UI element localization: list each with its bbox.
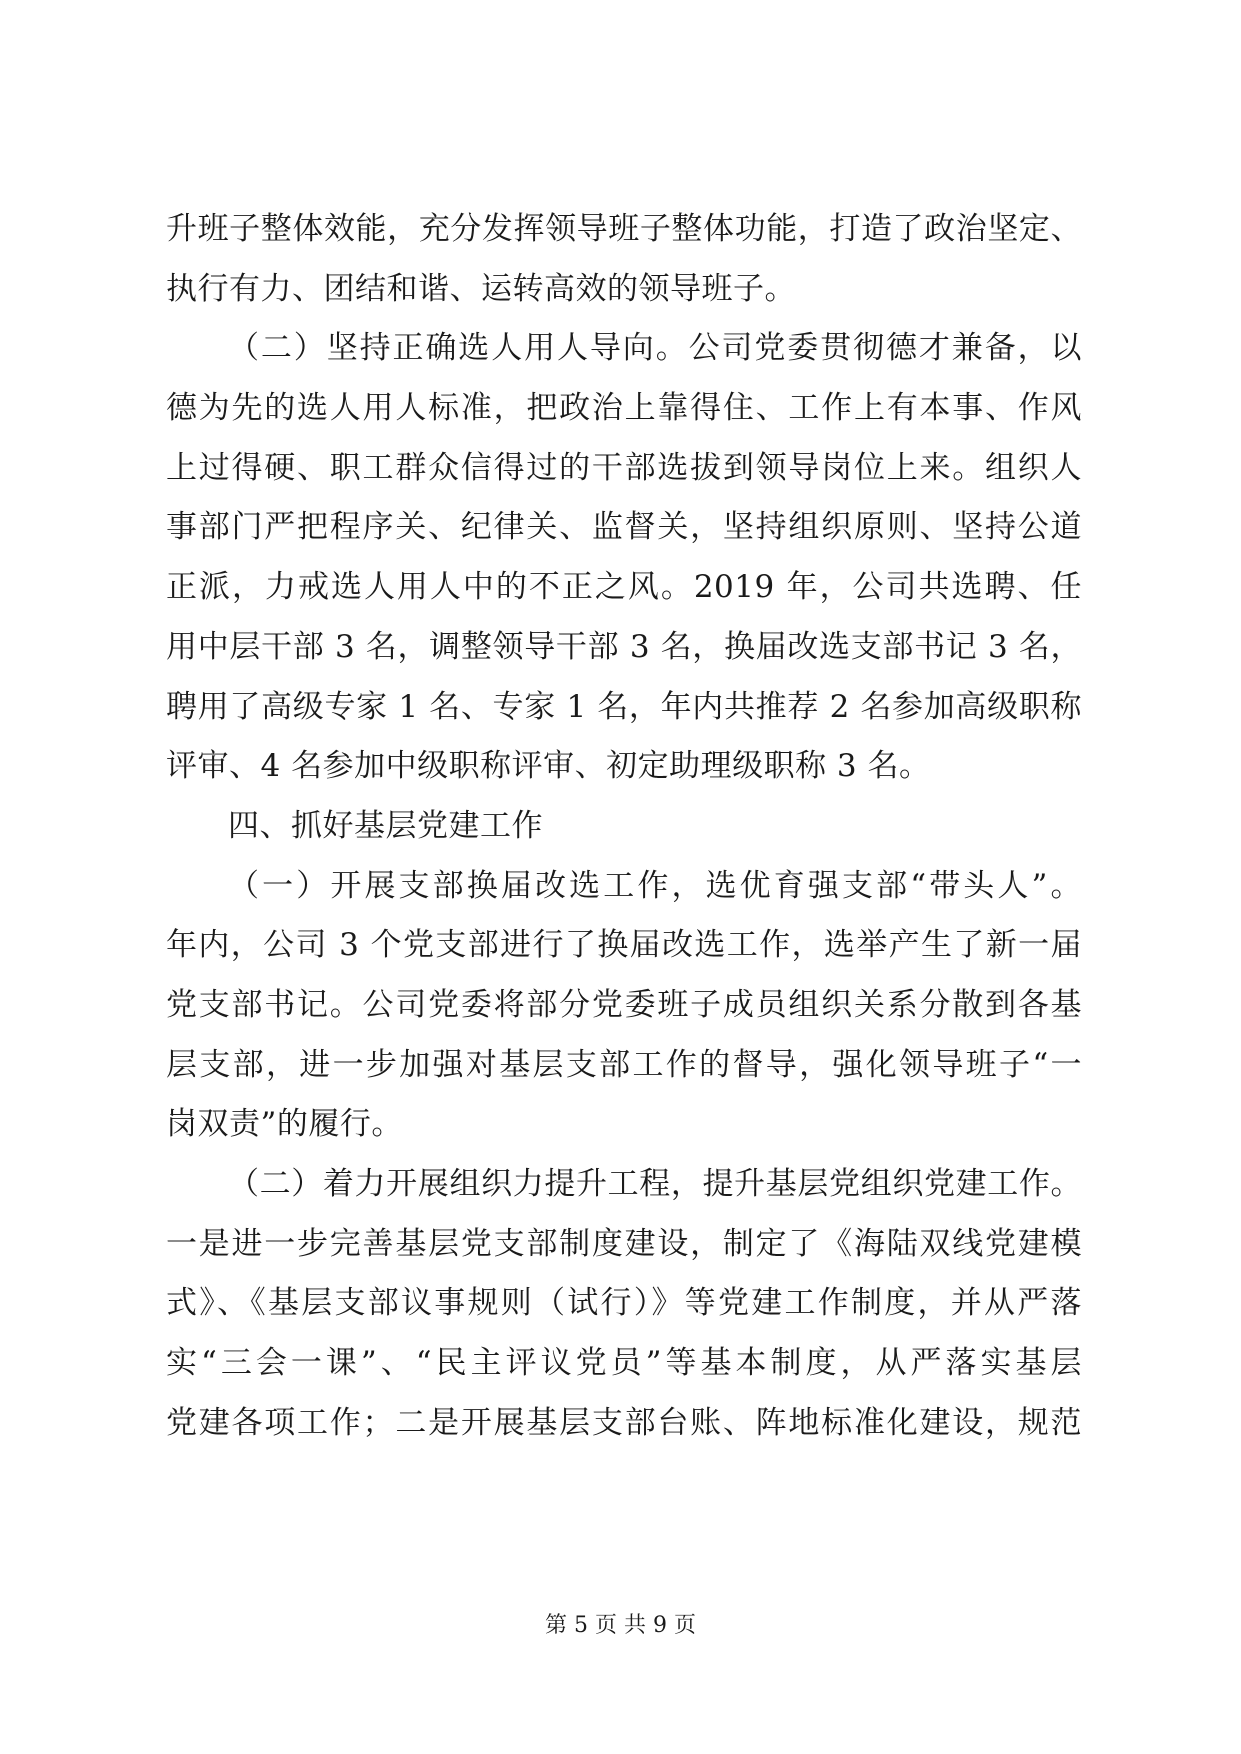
text-line: 聘用了高级专家 1 名、专家 1 名，年内共推荐 2 名参加高级职称 <box>166 688 1082 725</box>
page-footer: 第 5 页 共 9 页 <box>545 1613 696 1638</box>
document-body <box>166 200 1082 1453</box>
text-line: 四、抓好基层党建工作 <box>228 807 543 844</box>
text-line: 执行有力、团结和谐、运转高效的领导班子。 <box>166 270 796 307</box>
text-line: 用中层干部 3 名，调整领导干部 3 名，换届改选支部书记 3 名， <box>166 628 1082 665</box>
text-line: 事部门严把程序关、纪律关、监督关，坚持组织原则、坚持公道 <box>166 509 1082 546</box>
text-line: 评审、4 名参加中级职称评审、初定助理级职称 3 名。 <box>166 748 931 785</box>
text-line: 层支部，进一步加强对基层支部工作的督导，强化领导班子“一 <box>166 1046 1082 1083</box>
text-line: （二）坚持正确选人用人导向。公司党委贯彻德才兼备，以 <box>228 330 1082 367</box>
text-line: 升班子整体效能，充分发挥领导班子整体功能，打造了政治坚定、 <box>166 211 1082 247</box>
text-line: 正派，力戒选人用人中的不正之风。2019 年，公司共选聘、任 <box>166 569 1082 606</box>
text-line: 德为先的选人用人标准，把政治上靠得住、工作上有本事、作风 <box>166 390 1082 427</box>
text-line: 实“三会一课”、“民主评议党员”等基本制度，从严落实基层 <box>166 1345 1082 1382</box>
text-line: 上过得硬、职工群众信得过的干部选拔到领导岗位上来。组织人 <box>166 449 1082 486</box>
text-line: 党支部书记。公司党委将部分党委班子成员组织关系分散到各基 <box>166 986 1082 1023</box>
text-line: （二）着力开展组织力提升工程，提升基层党组织党建工作。 <box>228 1166 1082 1202</box>
text-line: （一）开展支部换届改选工作，选优育强支部“带头人”。 <box>228 867 1082 904</box>
text-line: 式》、《基层支部议事规则（试行）》等党建工作制度，并从严落 <box>166 1285 1082 1322</box>
text-line: 岗双责”的履行。 <box>166 1106 403 1143</box>
text-line: 一是进一步完善基层党支部制度建设，制定了《海陆双线党建模 <box>166 1225 1082 1262</box>
text-line: 党建各项工作；二是开展基层支部台账、阵地标准化建设，规范 <box>166 1404 1082 1441</box>
text-line: 年内，公司 3 个党支部进行了换届改选工作，选举产生了新一届 <box>166 927 1082 964</box>
